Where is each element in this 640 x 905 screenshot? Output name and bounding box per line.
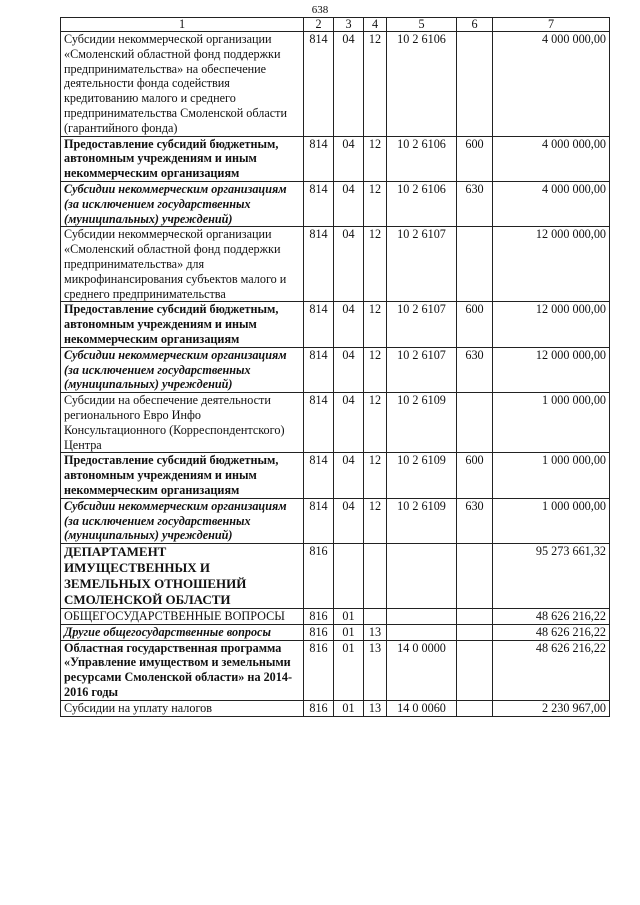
column-header: 1 [61,18,304,32]
table-row [61,136,610,181]
cell-subsection: 12 [364,498,387,543]
table-row [61,347,610,392]
cell-name: ДЕПАРТАМЕНТ ИМУЩЕСТВЕННЫХ И ЗЕМЕЛЬНЫХ ОТНОШЕНИЙ СМОЛЕНСКОЙ ОБЛАСТИ [61,544,304,609]
cell-admin-code: 814 [304,181,334,226]
cell-amount: 1 000 000,00 [493,393,610,453]
cell-admin-code: 814 [304,32,334,137]
cell-section: 04 [334,453,364,498]
cell-amount: 1 000 000,00 [493,498,610,543]
table-row [61,227,610,302]
cell-subsection: 12 [364,136,387,181]
table-row [61,32,610,137]
cell-admin-code: 816 [304,624,334,640]
table-row [61,640,610,700]
cell-amount: 48 626 216,22 [493,624,610,640]
cell-section: 04 [334,136,364,181]
cell-expense-type [457,609,493,625]
cell-amount: 2 230 967,00 [493,700,610,716]
cell-admin-code: 816 [304,609,334,625]
cell-section: 01 [334,640,364,700]
cell-expense-type [457,32,493,137]
cell-admin-code: 814 [304,453,334,498]
cell-expense-type [457,640,493,700]
cell-subsection: 13 [364,624,387,640]
cell-subsection: 12 [364,181,387,226]
cell-admin-code: 816 [304,544,334,609]
column-header: 7 [493,18,610,32]
cell-section: 04 [334,347,364,392]
cell-section: 04 [334,302,364,347]
table-row [61,393,610,453]
table-row [61,544,610,609]
cell-amount: 4 000 000,00 [493,181,610,226]
cell-expense-type: 630 [457,347,493,392]
cell-amount: 12 000 000,00 [493,347,610,392]
cell-target-article: 10 2 6106 [387,136,457,181]
cell-admin-code: 816 [304,640,334,700]
page-number: 638 [311,4,329,16]
cell-expense-type [457,393,493,453]
header-row [61,18,610,32]
cell-name: ОБЩЕГОСУДАРСТВЕННЫЕ ВОПРОСЫ [61,609,304,625]
cell-target-article [387,609,457,625]
cell-amount: 1 000 000,00 [493,453,610,498]
cell-expense-type: 600 [457,453,493,498]
column-header: 2 [304,18,334,32]
cell-name: Другие общегосударственные вопросы [61,624,304,640]
cell-section: 04 [334,393,364,453]
cell-target-article: 10 2 6107 [387,227,457,302]
cell-expense-type: 630 [457,498,493,543]
cell-name: Субсидии некоммерческим организациям (за исключением государственных (муниципальных) учреждений) [61,347,304,392]
cell-target-article: 10 2 6107 [387,347,457,392]
cell-amount: 12 000 000,00 [493,302,610,347]
cell-amount: 95 273 661,32 [493,544,610,609]
cell-subsection [364,544,387,609]
budget-table [60,17,610,717]
table-row [61,624,610,640]
cell-amount: 4 000 000,00 [493,136,610,181]
cell-amount: 48 626 216,22 [493,609,610,625]
cell-section: 01 [334,700,364,716]
cell-expense-type: 600 [457,302,493,347]
cell-target-article [387,624,457,640]
cell-name: Предоставление субсидий бюджетным, автономным учреждениям и иным некоммерческим организациям [61,453,304,498]
cell-amount: 12 000 000,00 [493,227,610,302]
cell-subsection [364,609,387,625]
cell-subsection: 12 [364,453,387,498]
cell-admin-code: 814 [304,136,334,181]
cell-expense-type [457,227,493,302]
cell-admin-code: 816 [304,700,334,716]
cell-target-article: 10 2 6109 [387,453,457,498]
cell-subsection: 12 [364,393,387,453]
cell-section: 04 [334,498,364,543]
cell-expense-type [457,544,493,609]
cell-target-article: 14 0 0060 [387,700,457,716]
cell-admin-code: 814 [304,302,334,347]
cell-name: Субсидии на обеспечение деятельности регионального Евро Инфо Консультационного (Корреспондентского) Центра [61,393,304,453]
cell-name: Субсидии некоммерческой организации «Смоленский областной фонд поддержки предпринимательства» для микрофинансирования субъектов малого и среднего предпринимательства [61,227,304,302]
cell-subsection: 13 [364,640,387,700]
column-header: 4 [364,18,387,32]
cell-name: Областная государственная программа «Управление имуществом и земельными ресурсами Смоленской области» на 2014-2016 годы [61,640,304,700]
cell-section: 04 [334,227,364,302]
table-row [61,700,610,716]
cell-admin-code: 814 [304,227,334,302]
cell-name: Субсидии некоммерческим организациям (за исключением государственных (муниципальных) учреждений) [61,498,304,543]
cell-expense-type [457,624,493,640]
cell-section: 01 [334,624,364,640]
cell-section: 01 [334,609,364,625]
cell-admin-code: 814 [304,498,334,543]
table-row [61,453,610,498]
cell-admin-code: 814 [304,393,334,453]
cell-expense-type: 630 [457,181,493,226]
table-row [61,609,610,625]
column-header: 5 [387,18,457,32]
cell-section [334,544,364,609]
table-row [61,181,610,226]
cell-subsection: 12 [364,32,387,137]
cell-target-article: 10 2 6106 [387,32,457,137]
cell-expense-type [457,700,493,716]
cell-name: Субсидии некоммерческой организации «Смоленский областной фонд поддержки предпринимательства» на обеспечение деятельности фонда содействия кредитованию малого и среднего предпринимательства Смоленской области (гарантийного фонда) [61,32,304,137]
cell-target-article: 10 2 6109 [387,393,457,453]
cell-target-article: 14 0 0000 [387,640,457,700]
table-row [61,498,610,543]
cell-name: Субсидии на уплату налогов [61,700,304,716]
cell-name: Предоставление субсидий бюджетным, автономным учреждениям и иным некоммерческим организациям [61,136,304,181]
column-header: 3 [334,18,364,32]
cell-target-article: 10 2 6106 [387,181,457,226]
cell-subsection: 12 [364,227,387,302]
table-row [61,302,610,347]
cell-target-article [387,544,457,609]
cell-section: 04 [334,32,364,137]
cell-amount: 48 626 216,22 [493,640,610,700]
cell-target-article: 10 2 6107 [387,302,457,347]
cell-subsection: 12 [364,302,387,347]
cell-subsection: 12 [364,347,387,392]
cell-section: 04 [334,181,364,226]
cell-name: Предоставление субсидий бюджетным, автономным учреждениям и иным некоммерческим организациям [61,302,304,347]
cell-target-article: 10 2 6109 [387,498,457,543]
cell-amount: 4 000 000,00 [493,32,610,137]
cell-admin-code: 814 [304,347,334,392]
column-header: 6 [457,18,493,32]
cell-expense-type: 600 [457,136,493,181]
cell-subsection: 13 [364,700,387,716]
cell-name: Субсидии некоммерческим организациям (за исключением государственных (муниципальных) учреждений) [61,181,304,226]
